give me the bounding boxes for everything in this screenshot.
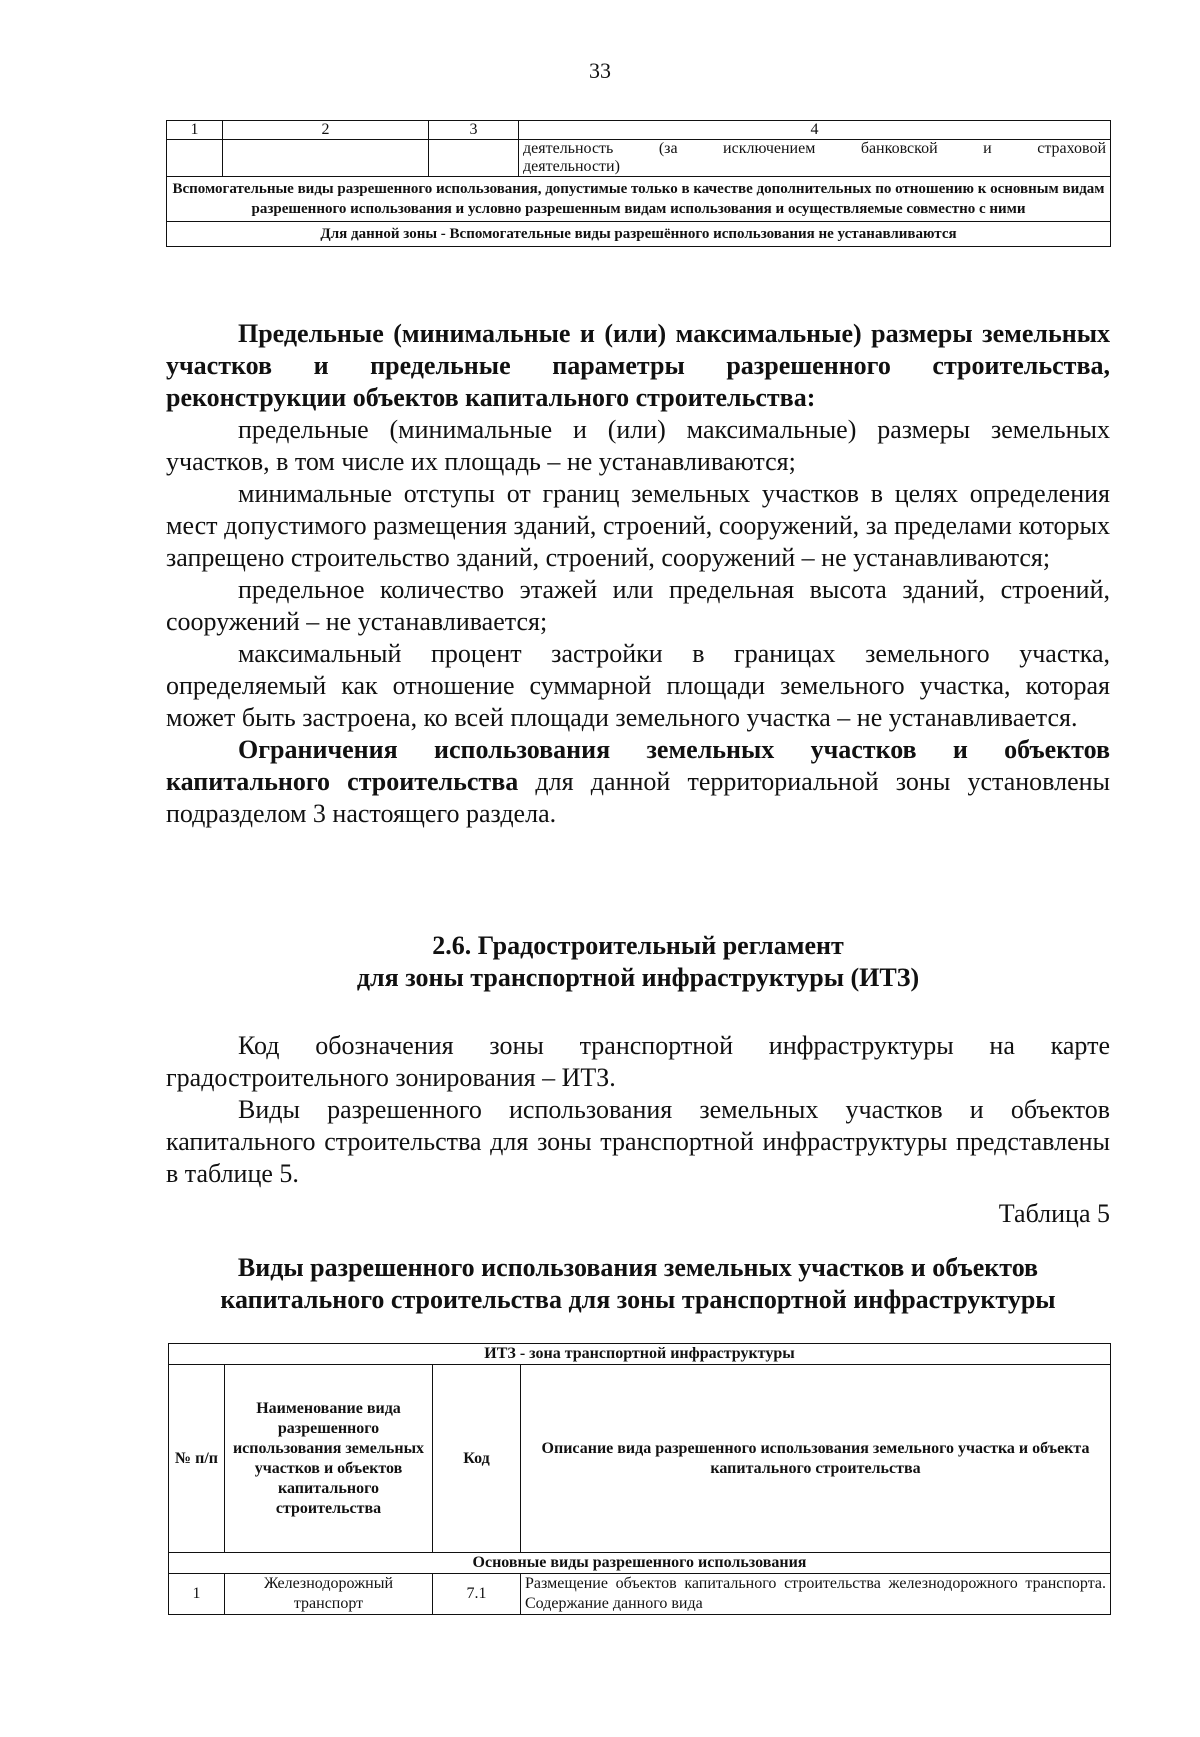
aux-note: Для данной зоны - Вспомогательные виды разрешённого использования не устанавливаются xyxy=(167,222,1111,247)
restrictions-rest: для данной территориальной зоны установлены подразделом 3 настоящего раздела. xyxy=(166,767,1110,828)
empty-cell xyxy=(167,140,223,177)
table-row xyxy=(169,1344,1111,1365)
table-row xyxy=(167,222,1111,247)
page-number: 33 xyxy=(589,58,611,83)
col-header-3: 3 xyxy=(429,121,519,140)
section-title-line-2: для зоны транспортной инфраструктуры (ИТЗ) xyxy=(356,963,920,992)
col-header-description: Описание вида разрешенного использования земельного участка и объекта капитального строительства xyxy=(521,1365,1111,1553)
table-5 xyxy=(168,1343,1111,1615)
section-paragraph-2: Виды разрешенного использования земельных участков и объектов капитального строительства для зоны транспортной инфраструктуры представлены в таблице 5. xyxy=(166,1095,1110,1188)
section-paragraph-1: Код обозначения зоны транспортной инфраструктуры на карте градостроительного зонирования – ИТЗ. xyxy=(166,1031,1110,1092)
table-header-row xyxy=(169,1365,1111,1553)
zone-title: ИТЗ - зона транспортной инфраструктуры xyxy=(169,1344,1111,1365)
top-table xyxy=(166,120,1111,247)
continued-line-1: деятельность (за исключением банковской и страховой xyxy=(523,140,1106,157)
aux-heading: Вспомогательные виды разрешенного использования, допустимые только в качестве дополнительных по отношению к основным видам разрешенного использования и условно разрешенным видам использования и осуществляемые совместно с ними xyxy=(167,177,1111,222)
col-header-4: 4 xyxy=(519,121,1111,140)
section-2-6 xyxy=(166,930,1110,994)
table-row xyxy=(169,1574,1111,1615)
restrictions-bold: Ограничения использования земельных участков и объектов капитального строительства xyxy=(166,735,1110,796)
row-description: Размещение объектов капитального строительства железнодорожного транспорта. Содержание данного вида xyxy=(521,1574,1111,1615)
limits-paragraph-1: предельные (минимальные и (или) максимальные) размеры земельных участков, в том числе их площадь – не устанавливаются; xyxy=(166,415,1110,476)
table-label: Таблица 5 xyxy=(998,1199,1110,1228)
col-header-name: Наименование вида разрешенного использования земельных участков и объектов капитального строительства xyxy=(225,1365,433,1553)
continued-line-2: деятельности) xyxy=(523,158,620,175)
row-name: Железнодорожный транспорт xyxy=(225,1574,433,1615)
section-body xyxy=(166,1030,1110,1230)
limits-heading: Предельные (минимальные и (или) максимальные) размеры земельных участков и предельные параметры разрешенного строительства, реконструкции объектов капитального строительства: xyxy=(166,319,1110,412)
limits-section xyxy=(166,318,1110,830)
empty-cell xyxy=(223,140,429,177)
limits-paragraph-4: максимальный процент застройки в границах земельного участка, определяемый как отношение суммарной площади земельного участка, которая может быть застроена, ко всей площади земельного участка – не устанавливается. xyxy=(166,639,1110,732)
table-header-row xyxy=(167,121,1111,140)
table-title xyxy=(166,1252,1110,1316)
row-num: 1 xyxy=(169,1574,225,1615)
col-header-num: № п/п xyxy=(169,1365,225,1553)
col-header-1: 1 xyxy=(167,121,223,140)
table-row xyxy=(167,177,1111,222)
empty-cell xyxy=(429,140,519,177)
continued-description xyxy=(519,140,1111,177)
table-row xyxy=(169,1553,1111,1574)
row-code: 7.1 xyxy=(433,1574,521,1615)
col-header-code: Код xyxy=(433,1365,521,1553)
col-header-2: 2 xyxy=(223,121,429,140)
table-row xyxy=(167,140,1111,177)
limits-paragraph-3: предельное количество этажей или предельная высота зданий, строений, сооружений – не устанавливается; xyxy=(166,575,1110,636)
restrictions-paragraph xyxy=(166,734,1110,830)
section-title-line-1: 2.6. Градостроительный регламент xyxy=(432,931,844,960)
limits-paragraph-2: минимальные отступы от границ земельных участков в целях определения мест допустимого размещения зданий, строений, сооружений, за пределами которых запрещено строительство зданий, строений, сооружений – не устанавливаются; xyxy=(166,479,1110,572)
main-types-heading: Основные виды разрешенного использования xyxy=(169,1553,1111,1574)
table-title-line-2: капитального строительства для зоны транспортной инфраструктуры xyxy=(220,1285,1056,1314)
table-title-line-1: Виды разрешенного использования земельных участков и объектов xyxy=(237,1253,1039,1282)
